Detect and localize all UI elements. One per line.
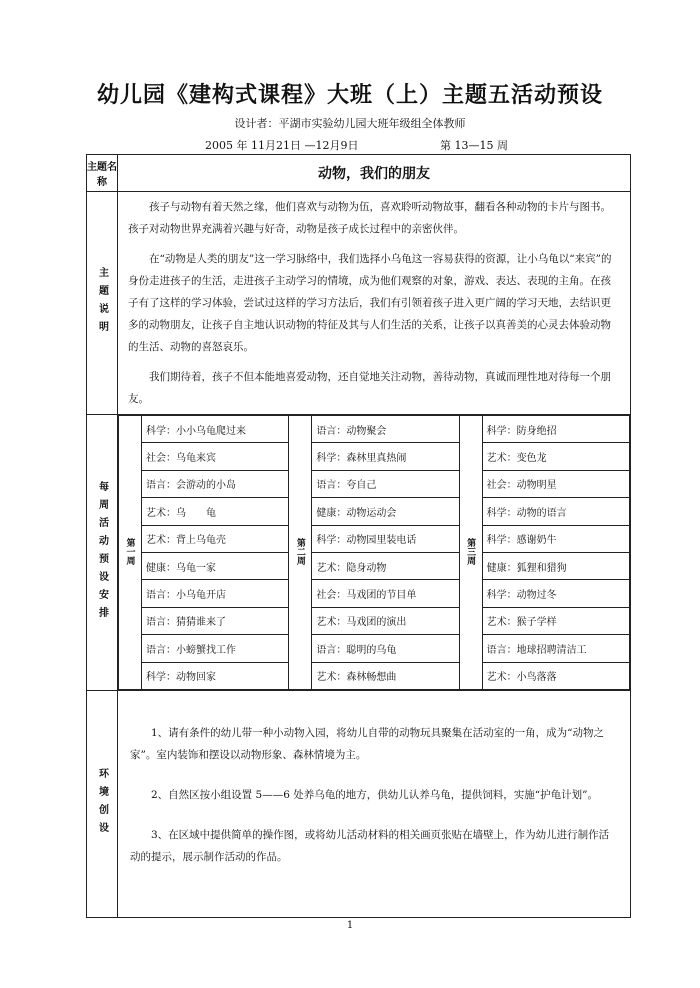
week-grid-row: [119, 552, 630, 579]
activity-cell: 健康：乌龟一家: [142, 552, 289, 579]
activity-cell: 艺术：小鸟落落: [482, 662, 629, 689]
topic-name: 动物，我们的朋友: [118, 155, 631, 192]
intro-paragraph: 孩子与动物有着天然之缘，他们喜欢与动物为伍，喜欢聆听动物故事，翻看各种动物的卡片与图书。孩子对动物世界充满着兴趣与好奇，动物是孩子成长过程中的亲密伙伴。: [128, 201, 611, 235]
plan-table: [86, 154, 631, 918]
activity-cell: 艺术：猴子学样: [482, 607, 629, 634]
activity-cell: 健康：动物运动会: [312, 498, 459, 525]
week-grid-row: [119, 525, 630, 552]
activity-cell: 语言：夸自己: [312, 470, 459, 497]
topic-name-label: 主题名称: [87, 155, 118, 192]
week-label: [119, 416, 142, 690]
week-grid-row: [119, 498, 630, 525]
environment-paragraph: 3、在区域中提供简单的操作图，或将幼儿活动材料的相关画页张贴在墙壁上，作为幼儿进行制作活动的提示，展示制作活动的作品。: [130, 829, 610, 863]
intro-paragraph: 我们期待着，孩子不但本能地喜爱动物，还自觉地关注动物，善待动物，真诚而理性地对待每一个朋友。: [128, 371, 611, 405]
activity-cell: 科学：森林里真热闹: [312, 443, 459, 470]
activity-cell: 科学：动物过冬: [482, 580, 629, 607]
activity-cell: 语言：聪明的乌龟: [312, 635, 459, 662]
designer-line: 设计者：平湖市实验幼儿园大班年级组全体教师: [234, 117, 466, 130]
activity-cell: 科学：动物的语言: [482, 498, 629, 525]
week-label: [459, 416, 482, 690]
activity-cell: 语言：会游动的小岛: [142, 470, 289, 497]
activity-cell: 社会：马戏团的节目单: [312, 580, 459, 607]
week-range: 第 13—15 周: [440, 139, 508, 152]
week-grid-row: [119, 443, 630, 470]
activity-cell: 语言：猜猜谁来了: [142, 607, 289, 634]
topic-intro-label: 主题说明: [87, 192, 118, 415]
environment-text: [118, 691, 631, 918]
week-grid-row: [119, 635, 630, 662]
activity-cell: 科学：感谢奶牛: [482, 525, 629, 552]
week-label-text: 第二周: [294, 537, 305, 565]
activity-cell: 科学：小小乌龟爬过来: [142, 416, 289, 443]
activity-cell: 科学：防身绝招: [482, 416, 629, 443]
document-title: 幼儿园《建构式课程》大班（上）主题五活动预设: [96, 82, 603, 108]
activity-cell: 艺术：变色龙: [482, 443, 629, 470]
activity-cell: 艺术：背上乌龟壳: [142, 525, 289, 552]
activity-cell: 社会：乌龟来宾: [142, 443, 289, 470]
activity-cell: 艺术：森林畅想曲: [312, 662, 459, 689]
topic-intro-text: [118, 192, 631, 415]
environment-paragraph: 1、请有条件的幼儿带一种小动物入园，将幼儿自带的动物玩具聚集在活动室的一角，成为“动物之家”。室内装饰和摆设以动物形象、森林情境为主。: [130, 727, 605, 761]
activity-cell: 语言：小螃蟹找工作: [142, 635, 289, 662]
week-grid-row: [119, 662, 630, 689]
intro-paragraph: 在“动物是人类的朋友”这一学习脉络中，我们选择小乌龟这一容易获得的资源，让小乌龟以“来宾”的身份走进孩子的生活，走进孩子主动学习的情境，成为他们观察的对象，游戏、表达、表现的主角。在孩子有了这样的学习体验，尝试过这样的学习方法后，我们有引领着孩子进入更广阔的学习天地，去结识更多的动物朋友，让孩子自主地认识动物的特征及其与人们生活的关系，让孩子以真善美的心灵去体验动物的生活、动物的喜怒哀乐。: [128, 253, 612, 353]
environment-paragraph: 2、自然区按小组设置 5——6 处养乌龟的地方，供幼儿认养乌龟，提供饲料，实施“护龟计划”。: [151, 789, 598, 801]
activity-cell: 语言：动物聚会: [312, 416, 459, 443]
weekly-plan-label: 每周活动预设安排: [87, 415, 118, 691]
page-number: 1: [346, 920, 354, 931]
week-grid-row: [119, 470, 630, 497]
activity-cell: 艺术：乌 龟: [142, 498, 289, 525]
date-range: 2005 年 11月21日 —12月9日: [205, 139, 359, 152]
week-label-text: 第一周: [124, 537, 135, 565]
week-label: [289, 416, 312, 690]
activity-cell: 科学：动物回家: [142, 662, 289, 689]
week-grid-row: [119, 580, 630, 607]
weekly-activity-grid: [118, 415, 630, 690]
activity-cell: 语言：小乌龟开店: [142, 580, 289, 607]
activity-cell: 艺术：隐身动物: [312, 552, 459, 579]
activity-cell: 科学：动物园里装电话: [312, 525, 459, 552]
week-grid-row: [119, 416, 630, 443]
week-grid-row: [119, 607, 630, 634]
activity-cell: 健康：狐狸和猎狗: [482, 552, 629, 579]
environment-label: 环境创设: [87, 691, 118, 918]
week-label-text: 第三周: [465, 537, 476, 565]
activity-cell: 社会：动物明星: [482, 470, 629, 497]
activity-cell: 艺术：马戏团的演出: [312, 607, 459, 634]
activity-cell: 语言：地球招聘清洁工: [482, 635, 629, 662]
weekly-plan: [118, 415, 631, 691]
